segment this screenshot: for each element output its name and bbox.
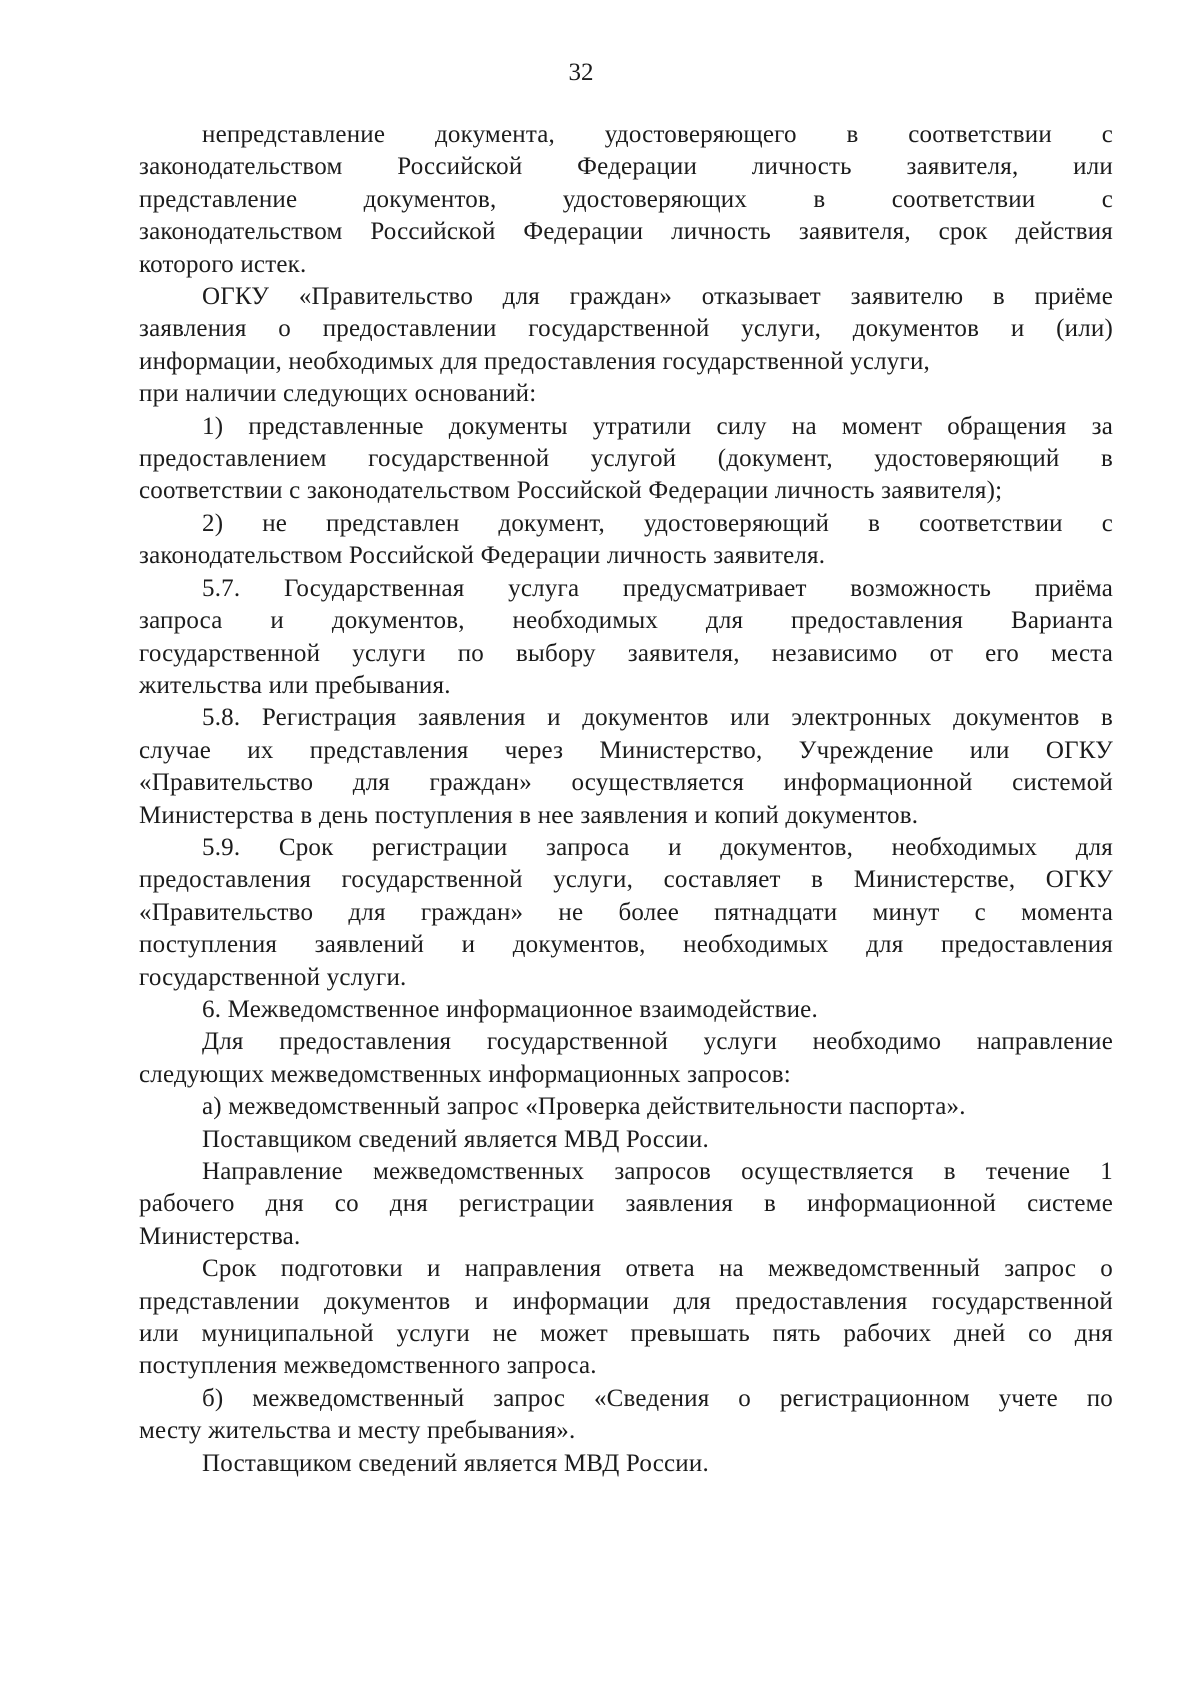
text-line: Поставщиком сведений является МВД России. xyxy=(202,1449,709,1477)
text-line: законодательством Российской Федерации личность заявителя, или xyxy=(139,153,1113,181)
text-line: Поставщиком сведений является МВД России. xyxy=(202,1125,709,1153)
text-line: запроса и документов, необходимых для предоставления Варианта xyxy=(139,607,1113,635)
paragraph xyxy=(139,1124,1113,1156)
text-line: ОГКУ «Правительство для граждан» отказывает заявителю в приёме xyxy=(202,283,1113,311)
text-line: представлении документов и информации для предоставления государственной xyxy=(139,1287,1113,1315)
text-line: государственной услуги по выбору заявителя, независимо от его места xyxy=(139,639,1113,667)
text-line: Министерства. xyxy=(139,1222,301,1250)
text-line: поступления заявлений и документов, необходимых для предоставления xyxy=(139,931,1113,959)
text-line: Срок подготовки и направления ответа на межведомственный запрос о xyxy=(202,1255,1113,1283)
text-line: 5.7. Государственная услуга предусматривает возможность приёма xyxy=(202,574,1113,602)
text-line: 2) не представлен документ, удостоверяющий в соответствии с xyxy=(202,509,1113,537)
text-line: информации, необходимых для предоставления государственной услуги, xyxy=(139,347,930,375)
text-line: предоставлением государственной услугой (документ, удостоверяющий в xyxy=(139,445,1113,473)
text-line: при наличии следующих оснований: xyxy=(139,380,537,408)
text-line: случае их представления через Министерство, Учреждение или ОГКУ xyxy=(139,736,1113,764)
text-line: 5.8. Регистрация заявления и документов или электронных документов в xyxy=(202,704,1113,732)
text-line: 6. Межведомственное информационное взаимодействие. xyxy=(202,995,818,1023)
page-number: 32 xyxy=(568,59,594,86)
paragraph xyxy=(139,994,1113,1026)
paragraph xyxy=(139,1448,1113,1480)
paragraph xyxy=(139,119,1113,281)
text-line: государственной услуги. xyxy=(139,963,407,991)
text-line: законодательством Российской Федерации личность заявителя, срок действия xyxy=(139,218,1113,246)
text-line: жительства или пребывания. xyxy=(139,671,451,699)
text-line: Направление межведомственных запросов осуществляется в течение 1 xyxy=(202,1158,1113,1185)
paragraph xyxy=(139,411,1113,508)
text-line: соответствии с законодательством Российской Федерации личность заявителя); xyxy=(139,477,1003,505)
text-line: месту жительства и месту пребывания». xyxy=(139,1417,576,1445)
text-line: следующих межведомственных информационных запросов: xyxy=(139,1060,791,1088)
text-line: «Правительство для граждан» не более пятнадцати минут с момента xyxy=(139,898,1113,926)
text-line: которого истек. xyxy=(139,250,307,278)
paragraph xyxy=(139,281,1113,411)
paragraph xyxy=(139,702,1113,832)
paragraph xyxy=(139,1253,1113,1383)
text-line: б) межведомственный запрос «Сведения о регистрационном учете по xyxy=(202,1384,1113,1412)
text-line: заявления о предоставлении государственной услуги, документов и (или) xyxy=(139,315,1113,343)
text-line: 5.9. Срок регистрации запроса и документов, необходимых для xyxy=(202,833,1113,861)
paragraph xyxy=(139,1156,1113,1253)
paragraph xyxy=(139,1091,1113,1123)
text-line: представление документов, удостоверяющих в соответствии с xyxy=(139,185,1113,213)
text-line: предоставления государственной услуги, составляет в Министерстве, ОГКУ xyxy=(139,866,1113,894)
document-body xyxy=(139,119,1113,1480)
text-line: а) межведомственный запрос «Проверка действительности паспорта». xyxy=(202,1093,966,1121)
text-line: непредставление документа, удостоверяющего в соответствии с xyxy=(202,121,1113,148)
text-line: рабочего дня со дня регистрации заявления в информационной системе xyxy=(139,1190,1113,1218)
text-line: Министерства в день поступления в нее заявления и копий документов. xyxy=(139,801,919,829)
text-line: поступления межведомственного запроса. xyxy=(139,1352,597,1380)
text-line: Для предоставления государственной услуги необходимо направление xyxy=(202,1028,1113,1056)
text-line: 1) представленные документы утратили силу на момент обращения за xyxy=(202,412,1113,440)
paragraph xyxy=(139,1383,1113,1448)
paragraph xyxy=(139,508,1113,573)
text-line: законодательством Российской Федерации личность заявителя. xyxy=(139,542,826,570)
paragraph xyxy=(139,832,1113,994)
paragraph xyxy=(139,573,1113,703)
text-line: «Правительство для граждан» осуществляется информационной системой xyxy=(139,769,1113,797)
paragraph xyxy=(139,1026,1113,1091)
text-line: или муниципальной услуги не может превышать пять рабочих дней со дня xyxy=(139,1320,1113,1348)
